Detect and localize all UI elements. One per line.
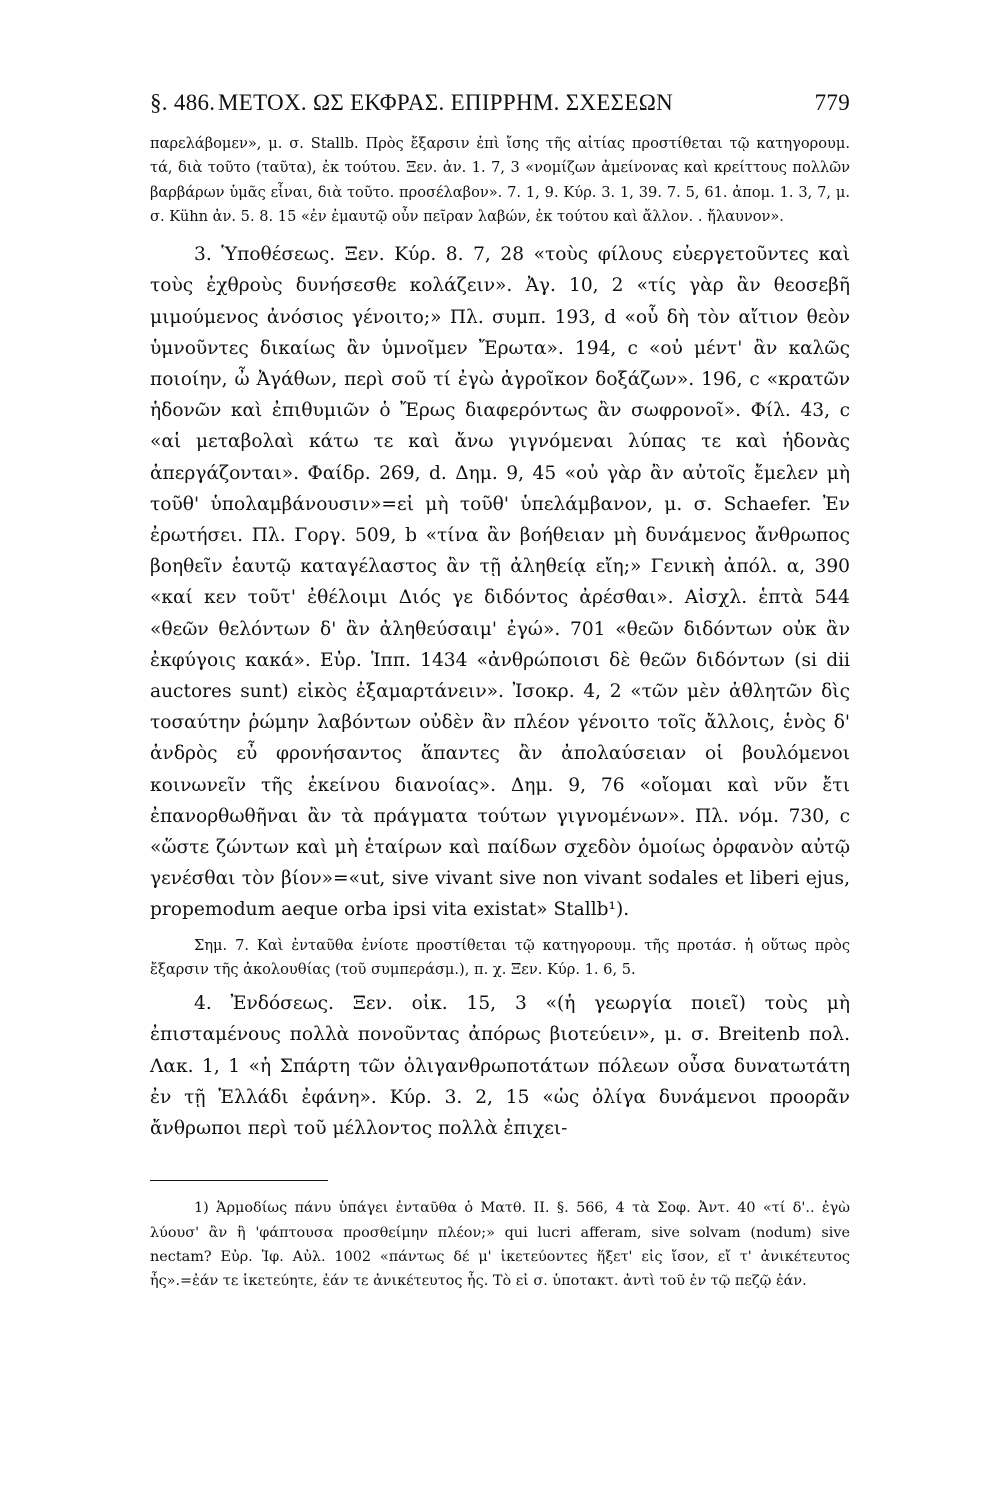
paragraph-4-concession: 4. Ἐνδόσεως. Ξεν. οἰκ. 15, 3 «(ἡ γεωργία ποιεῖ) τοὺς μὴ ἐπισταμένους πολλὰ πονοῦντας ἀπόρως βιοτεύειν», μ. σ. Breitenb πολ. Λακ. 1, 1 «ἡ Σπάρτη τῶν ὀλιγανθρωποτάτων πόλεων οὖσα δυνατωτάτη ἐν τῇ Ἑλλάδι ἐφάνη». Κύρ. 3. 2, 15 «ὡς ὀλίγα δυνάμενοι προορᾶν ἄνθρωποι περὶ τοῦ μέλλοντος πολλὰ ἐπιχει- <box>150 993 850 1140</box>
note-7: Σημ. 7. Καὶ ἐνταῦθα ἐνίοτε προστίθεται τῷ κατηγορουμ. τῆς προτάσ. ἡ οὕτως πρὸς ἔξαρσιν τῆς ἀκολουθίας (τοῦ συμπεράσμ.), π. χ. Ξεν. Κύρ. 1. 6, 5. <box>150 936 850 978</box>
footnote-rule <box>150 1180 328 1181</box>
book-page <box>150 82 850 1294</box>
paragraph-3-hypothesis: 3. Ὑποθέσεως. Ξεν. Κύρ. 8. 7, 28 «τοὺς φίλους εὐεργετοῦντες καὶ τοὺς ἐχθροὺς δυνήσεσθε κολάζειν». Ἀγ. 10, 2 «τίς γὰρ ἂν θεοσεβῆ μιμούμενος ἀνόσιος γένοιτο;» Πλ. συμπ. 193, d «οὗ δὴ τὸν αἴτιον θεὸν ὑμνοῦντες δικαίως ἂν ὑμνοῖμεν Ἔρωτα». 194, c «οὐ μέντ' ἂν καλῶς ποιοίην, ὦ Ἀγάθων, περὶ σοῦ τί ἐγὼ ἀγροῖκον δοξάζων». 196, c «κρατῶν ἡδονῶν καὶ ἐπιθυμιῶν ὁ Ἔρως διαφερόντως ἂν σωφρονοῖ». Φίλ. 43, c «αἱ μεταβολαὶ κάτω τε καὶ ἄνω γιγνόμεναι λύπας τε καὶ ἡδονὰς ἀπεργάζονται». Φαίδρ. 269, d. Δημ. 9, 45 «οὐ γὰρ ἂν αὐτοῖς ἔμελεν μὴ τοῦθ' ὑπολαμβάνουσιν»=εἰ μὴ τοῦθ' ὑπελάμβανον, μ. σ. Schaefer. Ἐν ἐρωτήσει. Πλ. Γοργ. 509, b «τίνα ἂν βοήθειαν μὴ δυνάμενος ἄνθρωπος βοηθεῖν ἑαυτῷ καταγέλαστος ἂν τῇ ἀληθείᾳ εἴη;» Γενικὴ ἀπόλ. α, 390 «καί κεν τοῦτ' ἐθέλοιμι Διός γε διδόντος ἀρέσθαι». Αἰσχλ. ἑπτὰ 544 «θεῶν θελόντων δ' ἂν ἀληθεύσαιμ' ἐγώ». 701 «θεῶν διδόντων οὐκ ἂν ἐκφύγοις κακά». Εὐρ. Ἱππ. 1434 «ἀνθρώποισι δὲ θεῶν διδόντων (si dii auctores sunt) εἰκὸς ἐξαμαρτάνειν». Ἰσοκρ. 4, 2 «τῶν μὲν ἀθλητῶν δὶς τοσαύτην ῥώμην λαβόντων οὐδὲν ἂν πλέον γένοιτο τοῖς ἄλλοις, ἑνὸς δ' ἀνδρὸς εὖ φρονήσαντος ἅπαντες ἂν ἀπολαύσειαν οἱ βουλόμενοι κοινωνεῖν τῆς ἐκείνου διανοίας». Δημ. 9, 76 «οἴομαι καὶ νῦν ἔτι ἐπανορθωθῆναι ἂν τὰ πράγματα τούτων γιγνομένων». Πλ. νόμ. 730, c «ὥστε ζώντων καὶ μὴ ἑταίρων καὶ παίδων σχεδὸν ὁμοίως ὀρφανὸν αὐτῷ γενέσθαι τὸν βίον»=«ut, sive vivant sive non vivant sodales et liberi ejus, propemodum aeque orba ipsi vita existat» Stallb¹). <box>150 244 850 921</box>
running-head <box>150 82 850 122</box>
section-number: §. 486. <box>150 90 216 115</box>
footnote-1: 1) Ἁρμοδίως πάνυ ὑπάγει ἐνταῦθα ὁ Ματθ. II. §. 566, 4 τὰ Σοφ. Ἀντ. 40 «τί δ'.. ἐγὼ λύουσ' ἂν ἢ 'φάπτουσα προσθείμην πλέον;» qui lucri afferam, sive solvam (nodum) sive nectam? Εὐρ. Ἰφ. Αὐλ. 1002 «πάντως δέ μ' ἱκετεύοντες ἥξετ' εἰς ἴσον, εἴ τ' ἀνικέτευτος ἦς».=ἐάν τε ἱκετεύητε, ἐάν τε ἀνικέτευτος ἦς. Τὸ εἰ σ. ὑποτακτ. ἀντὶ τοῦ ἐν τῷ πεζῷ ἐάν. <box>150 1200 850 1290</box>
running-title: ΜΕΤΟΧ. ΩΣ ΕΚΦΡΑΣ. ΕΠΙΡΡΗΜ. ΣΧΕΣΕΩΝ <box>218 90 674 115</box>
page-number: 779 <box>814 90 850 115</box>
continuation-paragraph: παρελάβομεν», μ. σ. Stallb. Πρὸς ἔξαρσιν ἐπὶ ἴσης τῆς αἰτίας προστίθεται τῷ κατηγορουμ. τά, διὰ τοῦτο (ταῦτα), ἐκ τούτου. Ξεν. ἀν. 1. 7, 3 «νομίζων ἀμείνονας καὶ κρείττους πολλῶν βαρβάρων ὑμᾶς εἶναι, διὰ τοῦτο. προσέλαβον». 7. 1, 9. Κύρ. 3. 1, 39. 7. 5, 61. ἀπομ. 1. 3, 7, μ. σ. Kühn ἀν. 5. 8. 15 «ἐν ἐμαυτῷ οὖν πεῖραν λαβών, ἐκ τούτου καὶ ἄλλον. . ἤλαυνον». <box>150 135 850 225</box>
